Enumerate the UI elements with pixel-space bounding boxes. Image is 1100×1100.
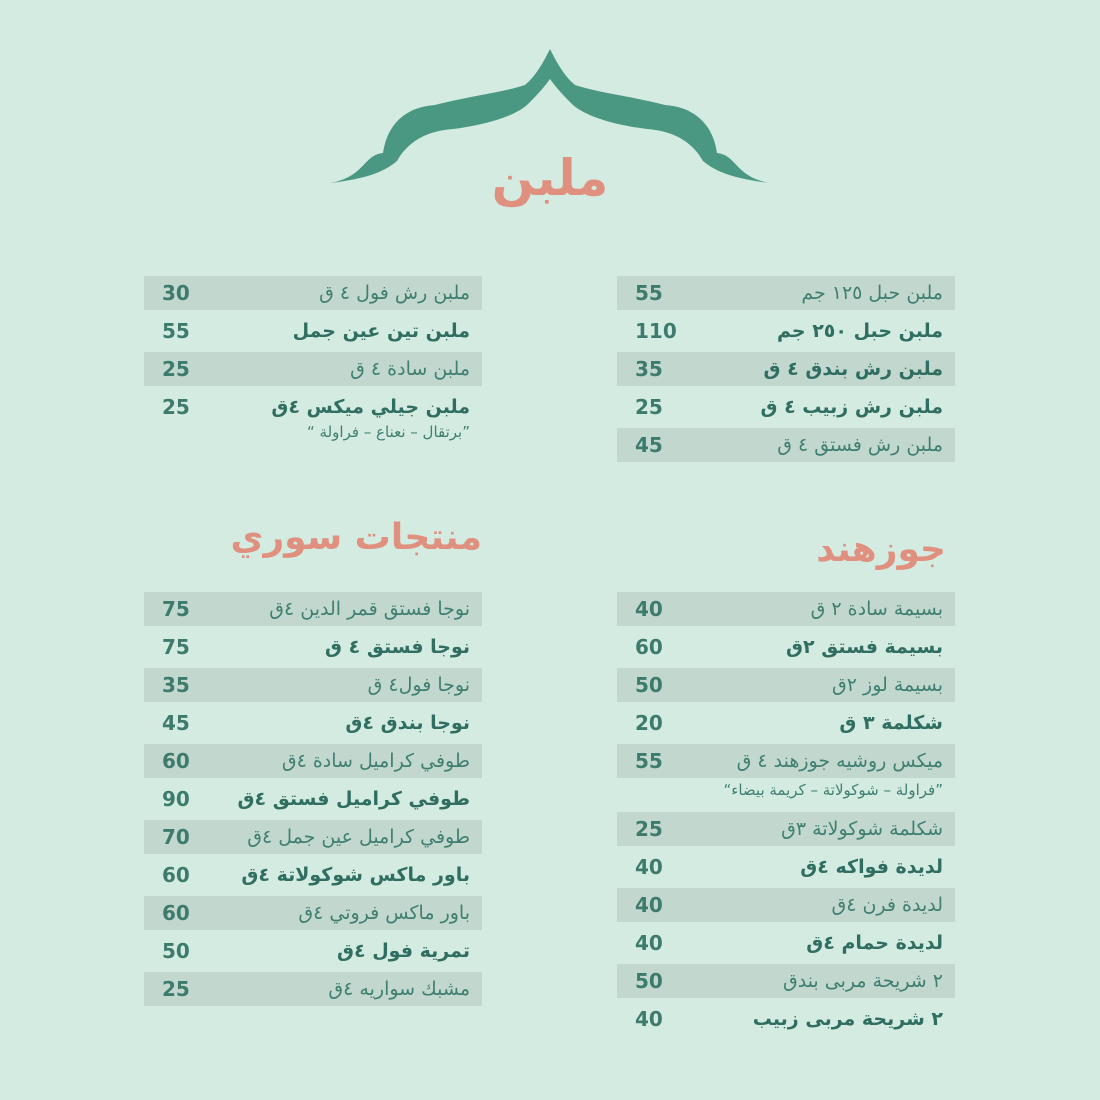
menu-row <box>144 858 482 892</box>
item-price: 40 <box>635 1007 663 1031</box>
item-label: بسيمة لوز ٢ق <box>832 674 943 696</box>
menu-row <box>144 668 482 702</box>
item-price: 45 <box>162 711 190 735</box>
item-label: ملبن رش زبيب ٤ ق <box>760 396 943 418</box>
item-price: 40 <box>635 893 663 917</box>
menu-row <box>144 706 482 740</box>
item-label: ٢ شريحة مربى زبيب <box>752 1008 943 1030</box>
item-price: 50 <box>635 969 663 993</box>
item-price: 55 <box>635 749 663 773</box>
item-label: ملبن رش فستق ٤ ق <box>777 434 943 456</box>
item-label: شكلمة شوكولاتة ٣ق <box>781 818 943 840</box>
note-text: ”فراولة – شوكولاتة – كريمة بيضاء“ <box>723 781 943 799</box>
item-price: 25 <box>162 977 190 1001</box>
item-label: طوفي كراميل عين جمل ٤ق <box>247 826 470 848</box>
section-title-syrian: منتجات سوري <box>230 517 482 558</box>
item-label: ميكس روشيه جوزهند ٤ ق <box>736 750 943 772</box>
menu-row <box>144 972 482 1006</box>
jawzhind-list <box>617 592 955 1040</box>
menu-row <box>144 820 482 854</box>
note-text: ”برتقال – نعناع – فراولة “ <box>307 423 470 441</box>
menu-row <box>617 744 955 778</box>
menu-row <box>617 964 955 998</box>
menu-row <box>617 428 955 462</box>
item-price: 40 <box>635 855 663 879</box>
item-label: شكلمة ٣ ق <box>839 712 943 734</box>
menu-row <box>144 276 482 310</box>
menu-row <box>617 706 955 740</box>
syrian-products-list <box>144 592 482 1010</box>
item-label: ملبن حبل ٢٥٠ جم <box>776 320 943 342</box>
menu-row <box>617 850 955 884</box>
item-label: باور ماكس شوكولاتة ٤ق <box>241 864 470 886</box>
item-label: ملبن تين عين جمل <box>292 320 470 342</box>
item-price: 25 <box>162 357 190 381</box>
item-price: 40 <box>635 597 663 621</box>
item-label: طوفي كراميل سادة ٤ق <box>281 750 470 772</box>
menu-row <box>144 352 482 386</box>
item-label: طوفي كراميل فستق ٤ق <box>237 788 470 810</box>
menu-row <box>144 390 482 424</box>
item-price: 90 <box>162 787 190 811</box>
menu-row <box>144 314 482 348</box>
menu-row <box>144 934 482 968</box>
section-title-jawzhind: جوزهند <box>816 529 946 570</box>
item-label: باور ماكس فروتي ٤ق <box>298 902 470 924</box>
item-label: لديدة فرن ٤ق <box>831 894 943 916</box>
item-price: 25 <box>635 817 663 841</box>
item-price: 60 <box>162 901 190 925</box>
item-price: 30 <box>162 281 190 305</box>
item-label: نوجا فستق ٤ ق <box>325 636 470 658</box>
menu-row <box>617 630 955 664</box>
item-price: 60 <box>162 863 190 887</box>
item-label: تمرية فول ٤ق <box>336 940 470 962</box>
item-label: ملبن حبل ١٢٥ جم <box>801 282 943 304</box>
item-label: بسيمة فستق ٢ق <box>786 636 943 658</box>
item-price: 60 <box>162 749 190 773</box>
item-label: بسيمة سادة ٢ ق <box>810 598 943 620</box>
item-price: 25 <box>162 395 190 419</box>
item-price: 45 <box>635 433 663 457</box>
item-price: 55 <box>162 319 190 343</box>
menu-row <box>617 888 955 922</box>
menu-row <box>617 314 955 348</box>
item-price: 35 <box>162 673 190 697</box>
menu-row <box>617 1002 955 1036</box>
malban-list-left <box>144 276 482 454</box>
menu-row <box>617 668 955 702</box>
menu-row <box>144 782 482 816</box>
item-price: 70 <box>162 825 190 849</box>
item-label: ٢ شريحة مربى بندق <box>782 970 943 992</box>
menu-row <box>617 390 955 424</box>
menu-row <box>144 896 482 930</box>
item-label: ملبن جيلي ميكس ٤ق <box>271 396 470 418</box>
menu-row <box>144 744 482 778</box>
item-price: 35 <box>635 357 663 381</box>
item-price: 75 <box>162 635 190 659</box>
item-label: نوجا بندق ٤ق <box>345 712 470 734</box>
item-price: 50 <box>162 939 190 963</box>
item-label: لديدة حمام ٤ق <box>806 932 943 954</box>
menu-row <box>617 592 955 626</box>
flavor-note <box>144 422 482 446</box>
item-price: 40 <box>635 931 663 955</box>
item-price: 25 <box>635 395 663 419</box>
page-title: ملبن <box>491 149 609 207</box>
item-price: 110 <box>635 319 677 343</box>
menu-row <box>144 592 482 626</box>
menu-row <box>144 630 482 664</box>
item-label: نوجا فستق قمر الدين ٤ق <box>269 598 470 620</box>
item-price: 20 <box>635 711 663 735</box>
item-label: مشبك سواريه ٤ق <box>328 978 470 1000</box>
item-price: 60 <box>635 635 663 659</box>
item-label: ملبن سادة ٤ ق <box>350 358 470 380</box>
flavor-note <box>617 780 955 804</box>
item-price: 50 <box>635 673 663 697</box>
item-label: ملبن رش بندق ٤ ق <box>763 358 943 380</box>
item-label: لديدة فواكه ٤ق <box>800 856 943 878</box>
menu-row <box>617 926 955 960</box>
item-price: 75 <box>162 597 190 621</box>
menu-row <box>617 812 955 846</box>
menu-row <box>617 352 955 386</box>
malban-list-right <box>617 276 955 466</box>
item-price: 55 <box>635 281 663 305</box>
item-label: نوجا فول٤ ق <box>367 674 470 696</box>
menu-row <box>617 276 955 310</box>
item-label: ملبن رش فول ٤ ق <box>319 282 470 304</box>
